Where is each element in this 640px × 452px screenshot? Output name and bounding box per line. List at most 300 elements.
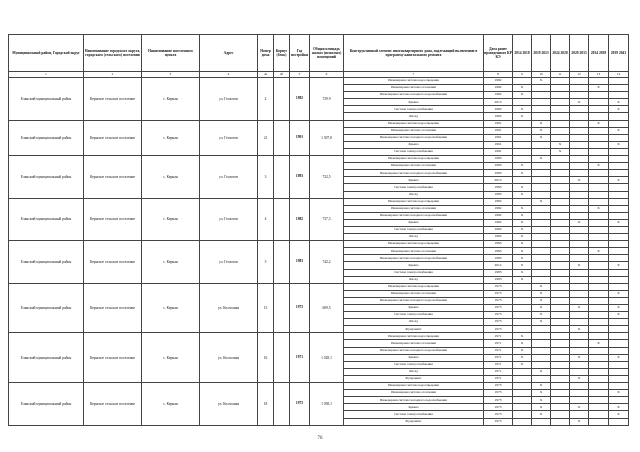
period-mark-cell <box>589 312 609 319</box>
element-name-cell: Система электроснабжения <box>344 312 484 319</box>
period-mark-cell <box>589 276 609 283</box>
element-name-cell: Инженерная система водоотведения <box>344 283 484 290</box>
element-name-cell: Инженерная система отопления <box>344 163 484 170</box>
period-mark-cell: X <box>513 361 532 368</box>
period-mark-cell: X <box>589 120 609 127</box>
period-mark-cell <box>551 404 570 411</box>
year-built-cell: 1971 <box>290 333 310 383</box>
period-mark-cell: X <box>609 404 629 411</box>
element-name-cell: Фасад <box>344 191 484 198</box>
period-mark-cell <box>589 170 609 177</box>
period-mark-cell: X <box>609 106 629 113</box>
period-mark-cell <box>532 269 551 276</box>
period-mark-cell <box>532 333 551 340</box>
period-mark-cell <box>551 368 570 375</box>
period-mark-cell <box>551 241 570 248</box>
element-name-cell: Инженерная система водоотведения <box>344 156 484 163</box>
previous-repair-date-cell: 1982 <box>484 205 513 212</box>
period-mark-cell <box>513 283 532 290</box>
area-cell: 729.9 <box>310 78 344 121</box>
street-cell: ул. Геологов <box>200 198 258 241</box>
previous-repair-date-cell: 1983 <box>484 163 513 170</box>
col-number: 13 <box>589 72 609 78</box>
period-mark-cell: X <box>513 219 532 226</box>
period-mark-cell <box>551 283 570 290</box>
period-mark-cell: X <box>513 255 532 262</box>
period-mark-cell: X <box>589 248 609 255</box>
block-cell <box>274 383 290 426</box>
street-cell: ул. Геологов <box>200 78 258 121</box>
period-mark-cell <box>570 397 589 404</box>
block-cell <box>274 78 290 121</box>
period-mark-cell: X <box>589 205 609 212</box>
period-mark-cell <box>551 397 570 404</box>
period-mark-cell: X <box>513 276 532 283</box>
area-cell: 737,3 <box>310 198 344 241</box>
period-mark-cell <box>570 319 589 326</box>
period-mark-cell <box>570 361 589 368</box>
element-name-cell: Инженерная система холодного водоснабжения <box>344 297 484 304</box>
period-mark-cell: X <box>551 141 570 148</box>
block-cell <box>274 283 290 333</box>
previous-repair-date-cell: 1991 <box>484 134 513 141</box>
period-mark-cell <box>513 404 532 411</box>
period-mark-cell <box>570 234 589 241</box>
col-number: 4 <box>200 72 258 78</box>
previous-repair-date-cell: 1973 <box>484 297 513 304</box>
period-mark-cell <box>551 326 570 333</box>
element-name-cell: Система электроснабжения <box>344 361 484 368</box>
period-mark-cell <box>532 361 551 368</box>
period-mark-cell <box>589 141 609 148</box>
period-mark-cell <box>589 127 609 134</box>
previous-repair-date-cell: 1971 <box>484 375 513 382</box>
period-mark-cell <box>532 184 551 191</box>
period-mark-cell: X <box>532 319 551 326</box>
period-mark-cell <box>513 134 532 141</box>
period-mark-cell <box>609 170 629 177</box>
period-mark-cell <box>532 148 551 155</box>
col-header: Общая площадь жилых (нежилых) помещений <box>310 35 344 72</box>
house-number-cell: 2 <box>258 78 274 121</box>
period-mark-cell <box>609 205 629 212</box>
street-cell: ул. Колхозная <box>200 283 258 333</box>
period-mark-cell <box>570 148 589 155</box>
previous-repair-date-cell: 1983 <box>484 276 513 283</box>
period-mark-cell <box>589 418 609 425</box>
period-mark-cell <box>513 78 532 85</box>
element-name-cell: Фасад <box>344 368 484 375</box>
period-mark-cell <box>609 134 629 141</box>
period-mark-cell: X <box>513 333 532 340</box>
col-number: 9 <box>513 72 532 78</box>
period-mark-cell <box>551 411 570 418</box>
col-header: Корпус (блок) <box>274 35 290 72</box>
period-mark-cell <box>532 141 551 148</box>
period-mark-cell: X <box>609 312 629 319</box>
period-mark-cell <box>551 113 570 120</box>
period-mark-cell <box>609 418 629 425</box>
previous-repair-date-cell: 1983 <box>484 269 513 276</box>
period-mark-cell <box>570 390 589 397</box>
period-mark-cell <box>551 269 570 276</box>
col-header: Наименование населенного пункта <box>142 35 200 72</box>
period-mark-cell <box>589 404 609 411</box>
period-mark-cell: X <box>551 148 570 155</box>
period-mark-cell: X <box>609 141 629 148</box>
period-mark-cell <box>570 205 589 212</box>
period-mark-cell <box>609 248 629 255</box>
period-mark-cell <box>551 361 570 368</box>
period-mark-cell <box>609 326 629 333</box>
period-mark-cell <box>570 283 589 290</box>
table-row <box>9 156 629 163</box>
period-mark-cell <box>532 191 551 198</box>
period-mark-cell <box>589 361 609 368</box>
element-name-cell: Фасад <box>344 113 484 120</box>
period-mark-cell <box>532 347 551 354</box>
settlement-cell: Кернское сельское поселение <box>84 333 142 383</box>
period-mark-cell <box>513 120 532 127</box>
block-cell <box>274 198 290 241</box>
street-cell: ул. Геологов <box>200 241 258 284</box>
element-name-cell: Крыша <box>344 404 484 411</box>
previous-repair-date-cell: 1983 <box>484 156 513 163</box>
element-name-cell: Крыша <box>344 99 484 106</box>
period-mark-cell <box>513 198 532 205</box>
previous-repair-date-cell: 1982 <box>484 113 513 120</box>
table-row <box>9 333 629 340</box>
period-mark-cell <box>589 411 609 418</box>
previous-repair-date-cell: 1982 <box>484 212 513 219</box>
period-mark-cell <box>570 156 589 163</box>
period-mark-cell <box>551 390 570 397</box>
col-number: 3 <box>142 72 200 78</box>
period-mark-cell <box>589 333 609 340</box>
period-mark-cell: X <box>513 170 532 177</box>
settlement-cell: Кернское сельское поселение <box>84 198 142 241</box>
page-number: 76 <box>317 436 323 441</box>
locality-cell: с. Кернан <box>142 78 200 121</box>
period-mark-cell <box>589 191 609 198</box>
period-mark-cell <box>551 333 570 340</box>
period-mark-cell <box>551 120 570 127</box>
period-mark-cell <box>609 347 629 354</box>
period-mark-cell <box>589 184 609 191</box>
previous-repair-date-cell: 1973 <box>484 390 513 397</box>
period-mark-cell <box>513 156 532 163</box>
col-number: 14 <box>609 72 629 78</box>
period-mark-cell <box>532 113 551 120</box>
period-mark-cell: X <box>609 127 629 134</box>
period-mark-cell <box>532 163 551 170</box>
period-mark-cell <box>532 255 551 262</box>
period-mark-cell: X <box>513 191 532 198</box>
period-mark-cell <box>551 276 570 283</box>
period-mark-cell <box>532 226 551 233</box>
previous-repair-date-cell: 1973 <box>484 326 513 333</box>
period-mark-cell <box>589 78 609 85</box>
period-mark-cell <box>570 241 589 248</box>
period-mark-cell: X <box>570 404 589 411</box>
period-mark-cell <box>551 262 570 269</box>
period-mark-cell <box>589 234 609 241</box>
district-cell: Еланский муниципальный район <box>9 156 84 199</box>
area-cell: 722,5 <box>310 156 344 199</box>
element-name-cell: Инженерная система отопления <box>344 248 484 255</box>
previous-repair-date-cell: 1983 <box>484 248 513 255</box>
previous-repair-date-cell: 1973 <box>484 305 513 312</box>
previous-repair-date-cell: 2014 <box>484 262 513 269</box>
period-mark-cell <box>551 156 570 163</box>
period-mark-cell <box>551 418 570 425</box>
previous-repair-date-cell: 2013 <box>484 99 513 106</box>
period-mark-cell: X <box>513 184 532 191</box>
element-name-cell: Система электроснабжения <box>344 411 484 418</box>
period-mark-cell <box>589 156 609 163</box>
period-mark-cell: X <box>570 262 589 269</box>
block-cell <box>274 333 290 383</box>
period-mark-cell <box>570 113 589 120</box>
period-mark-cell <box>589 319 609 326</box>
period-mark-cell <box>589 262 609 269</box>
previous-repair-date-cell: 1983 <box>484 191 513 198</box>
col-number: 11 <box>551 72 570 78</box>
period-mark-cell <box>609 113 629 120</box>
period-mark-cell <box>609 276 629 283</box>
table-row <box>9 78 629 85</box>
col-header: Адрес <box>200 35 258 72</box>
period-mark-cell: X <box>513 269 532 276</box>
period-mark-cell: X <box>609 354 629 361</box>
element-name-cell: Инженерная система отопления <box>344 205 484 212</box>
previous-repair-date-cell: 1982 <box>484 234 513 241</box>
street-cell: ул. Геологов <box>200 120 258 155</box>
col-number: 1 <box>9 72 84 78</box>
previous-repair-date-cell: 1973 <box>484 411 513 418</box>
locality-cell: с. Кернан <box>142 120 200 155</box>
period-mark-cell <box>570 333 589 340</box>
period-mark-cell: X <box>532 312 551 319</box>
period-mark-cell <box>589 347 609 354</box>
locality-cell: с. Кернан <box>142 333 200 383</box>
period-mark-cell <box>532 418 551 425</box>
period-mark-cell <box>589 241 609 248</box>
period-mark-cell <box>570 92 589 99</box>
previous-repair-date-cell: 1982 <box>484 92 513 99</box>
street-cell: ул. Геологов <box>200 156 258 199</box>
period-mark-cell <box>532 106 551 113</box>
period-mark-cell <box>609 226 629 233</box>
period-mark-cell: X <box>532 290 551 297</box>
period-mark-cell <box>589 297 609 304</box>
locality-cell: с. Кернан <box>142 156 200 199</box>
period-mark-cell <box>551 170 570 177</box>
year-built-cell: 1982 <box>290 198 310 241</box>
period-mark-cell <box>589 354 609 361</box>
period-mark-cell: X <box>513 212 532 219</box>
period-mark-cell: X <box>570 418 589 425</box>
period-mark-cell <box>513 368 532 375</box>
period-mark-cell <box>570 106 589 113</box>
period-mark-cell: X <box>532 383 551 390</box>
house-number-cell: 3 <box>258 156 274 199</box>
period-mark-cell <box>589 212 609 219</box>
district-cell: Еланский муниципальный район <box>9 333 84 383</box>
col-header: 2014 2018 <box>513 35 532 72</box>
previous-repair-date-cell: 1991 <box>484 120 513 127</box>
period-mark-cell <box>609 375 629 382</box>
previous-repair-date-cell: 1983 <box>484 170 513 177</box>
period-mark-cell <box>513 326 532 333</box>
period-mark-cell <box>532 212 551 219</box>
element-name-cell: Инженерная система холодного водоснабжения <box>344 397 484 404</box>
area-cell: 609,5 <box>310 283 344 333</box>
period-mark-cell <box>513 383 532 390</box>
period-mark-cell: X <box>609 390 629 397</box>
period-mark-cell <box>551 354 570 361</box>
col-header: Муниципальный район, Городской округ <box>9 35 84 72</box>
period-mark-cell <box>532 340 551 347</box>
previous-repair-date-cell: 1971 <box>484 368 513 375</box>
period-mark-cell <box>551 163 570 170</box>
period-mark-cell <box>609 241 629 248</box>
period-mark-cell: X <box>532 297 551 304</box>
previous-repair-date-cell: 1973 <box>484 312 513 319</box>
previous-repair-date-cell: 1971 <box>484 333 513 340</box>
period-mark-cell <box>589 226 609 233</box>
period-mark-cell <box>532 248 551 255</box>
period-mark-cell <box>532 241 551 248</box>
previous-repair-date-cell: 1973 <box>484 290 513 297</box>
period-mark-cell <box>570 120 589 127</box>
col-number: 12 <box>570 72 589 78</box>
period-mark-cell: X <box>609 262 629 269</box>
period-mark-cell <box>513 397 532 404</box>
element-name-cell: Инженерная система водоотведения <box>344 333 484 340</box>
period-mark-cell <box>551 319 570 326</box>
period-mark-cell <box>551 305 570 312</box>
period-mark-cell <box>589 219 609 226</box>
year-built-cell: 1973 <box>290 283 310 333</box>
period-mark-cell: X <box>609 219 629 226</box>
period-mark-cell <box>551 340 570 347</box>
period-mark-cell <box>551 127 570 134</box>
period-mark-cell <box>551 85 570 92</box>
element-name-cell: Фасад <box>344 276 484 283</box>
period-mark-cell <box>609 191 629 198</box>
period-mark-cell: X <box>532 411 551 418</box>
period-mark-cell <box>513 411 532 418</box>
period-mark-cell <box>570 85 589 92</box>
period-mark-cell <box>551 212 570 219</box>
period-mark-cell <box>570 290 589 297</box>
period-mark-cell <box>513 319 532 326</box>
period-mark-cell <box>570 163 589 170</box>
col-number: 2 <box>84 72 142 78</box>
period-mark-cell <box>513 390 532 397</box>
period-mark-cell <box>551 297 570 304</box>
element-name-cell: Крыша <box>344 219 484 226</box>
previous-repair-date-cell: 1971 <box>484 354 513 361</box>
previous-repair-date-cell: 1971 <box>484 361 513 368</box>
period-mark-cell: X <box>532 156 551 163</box>
element-name-cell: Инженерная система холодного водоснабжения <box>344 92 484 99</box>
period-mark-cell <box>513 290 532 297</box>
col-number: 5 <box>290 72 310 78</box>
period-mark-cell: X <box>570 354 589 361</box>
locality-cell: с. Кернан <box>142 383 200 426</box>
period-mark-cell: X <box>570 219 589 226</box>
period-mark-cell <box>609 397 629 404</box>
period-mark-cell: X <box>513 234 532 241</box>
element-name-cell: Инженерная система водоотведения <box>344 78 484 85</box>
element-name-cell: Система электроснабжения <box>344 269 484 276</box>
period-mark-cell <box>570 312 589 319</box>
col-number: 8 <box>484 72 513 78</box>
house-number-cell: 21 <box>258 120 274 155</box>
settlement-cell: Кернское сельское поселение <box>84 283 142 333</box>
period-mark-cell <box>570 255 589 262</box>
period-mark-cell <box>570 248 589 255</box>
table-row <box>9 120 629 127</box>
period-mark-cell <box>551 226 570 233</box>
element-name-cell: Инженерная система водоотведения <box>344 241 484 248</box>
period-mark-cell <box>609 198 629 205</box>
locality-cell: с. Кернан <box>142 198 200 241</box>
period-mark-cell <box>609 184 629 191</box>
period-mark-cell <box>609 333 629 340</box>
previous-repair-date-cell: 1973 <box>484 404 513 411</box>
period-mark-cell <box>609 148 629 155</box>
period-mark-cell: X <box>532 134 551 141</box>
period-mark-cell <box>589 198 609 205</box>
period-mark-cell <box>551 191 570 198</box>
capital-repair-table <box>8 34 629 426</box>
period-mark-cell <box>551 347 570 354</box>
house-number-cell: 18 <box>258 383 274 426</box>
period-mark-cell <box>532 170 551 177</box>
previous-repair-date-cell: 1973 <box>484 283 513 290</box>
period-mark-cell <box>513 148 532 155</box>
period-mark-cell: X <box>609 177 629 184</box>
element-name-cell: Инженерная система отопления <box>344 127 484 134</box>
period-mark-cell <box>551 248 570 255</box>
period-mark-cell <box>551 312 570 319</box>
period-mark-cell: X <box>609 290 629 297</box>
area-cell: 742,2 <box>310 241 344 284</box>
period-mark-cell: X <box>589 163 609 170</box>
col-header: 2039 2043 <box>609 35 629 72</box>
element-name-cell: Крыша <box>344 141 484 148</box>
settlement-cell: Кернское сельское поселение <box>84 156 142 199</box>
district-cell: Еланский муниципальный район <box>9 383 84 426</box>
block-cell <box>274 120 290 155</box>
period-mark-cell: X <box>532 305 551 312</box>
period-mark-cell: X <box>513 106 532 113</box>
period-mark-cell <box>570 184 589 191</box>
period-mark-cell: X <box>570 326 589 333</box>
period-mark-cell <box>532 177 551 184</box>
period-mark-cell <box>513 375 532 382</box>
period-mark-cell <box>551 78 570 85</box>
period-mark-cell <box>551 205 570 212</box>
period-mark-cell: X <box>513 113 532 120</box>
element-name-cell: Инженерная система отопления <box>344 290 484 297</box>
period-mark-cell: X <box>513 248 532 255</box>
period-mark-cell <box>551 375 570 382</box>
period-mark-cell <box>609 85 629 92</box>
